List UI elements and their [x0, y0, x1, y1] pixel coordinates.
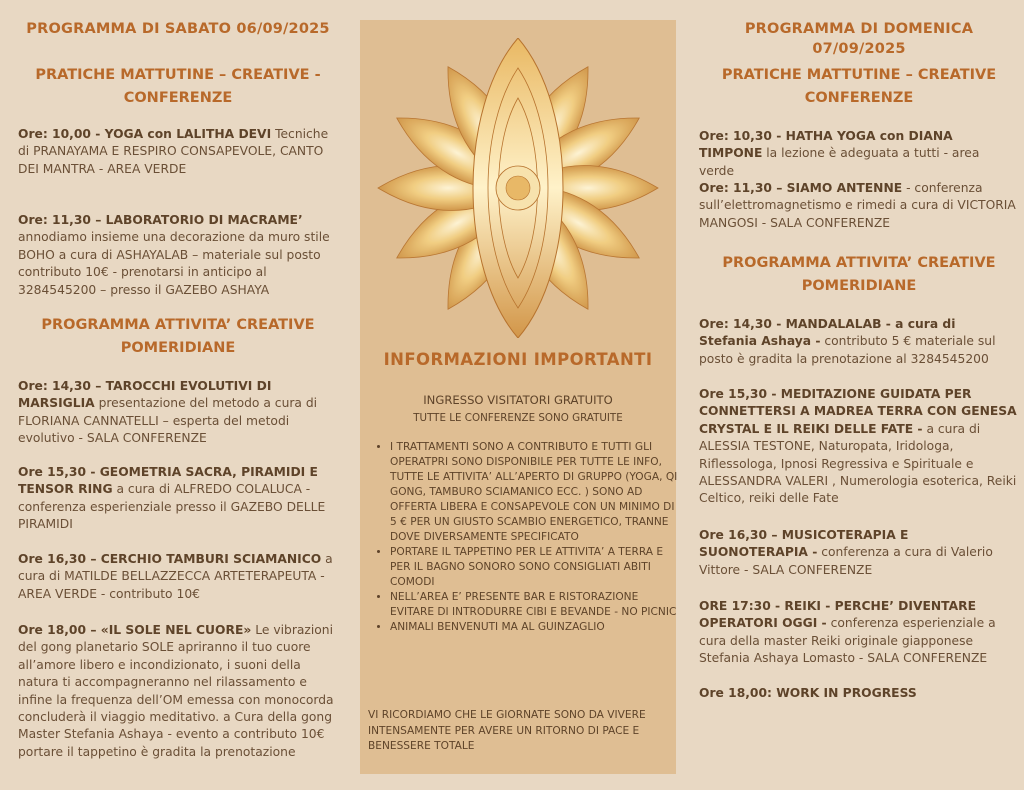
- entry-description: a cura di ALFREDO COLALUCA - conferenza esperienziale presso il GAZEBO DELLE PIRAMIDI: [18, 482, 326, 532]
- saturday-entry-sole-nel-cuore: [18, 622, 336, 761]
- info-line-free-entry: INGRESSO VISITATORI GRATUITO: [423, 393, 613, 407]
- entry-description: annodiamo insieme una decorazione da muro stile BOHO a cura di ASHAYALAB – materiale sul posto contributo 10€ - prenotarsi in anticipo al 3284545200 – presso il GAZEBO ASHAYA: [18, 230, 330, 297]
- saturday-entry-geometria: [18, 464, 334, 534]
- saturday-program-title: PROGRAMMA DI SABATO 06/09/2025: [26, 21, 330, 37]
- entry-time-title: Ore 15,30 - GEOMETRIA SACRA, PIRAMIDI E TENSOR RING: [18, 465, 318, 497]
- entry-time-title: Ore: 11,30 – LABORATORIO DI MACRAME’: [18, 213, 303, 227]
- entry-description: Le vibrazioni del gong planetario SOLE apriranno il tuo cuore all’amore libero e incondizionato, i suoni della natura ti accompagneranno nel rilassamento e infine la frequenza dell’OM emessa con monocorda concluderà il viaggio meditativo. a Cura della gong Master Stefania Ashaya - evento a contributo 10€ portare il tappetino è gradita la prenotazione: [18, 623, 334, 759]
- sunday-afternoon-heading: PROGRAMMA ATTIVITA’ CREATIVE POMERIDIANE: [722, 255, 996, 294]
- info-item: • I TRATTAMENTI SONO A CONTRIBUTO E TUTTI GLI OPERATPRI SONO DISPONIBILE PER TUTTE LE INFO, TUTTE LE ATTIVITA’ ALL’APERTO DI GRUPPO (YOGA, QI GONG, TAMBURO SCIAMANICO ECC. ) SONO AD OFFERTA LIBERA E CONSAPEVOLE CON UN MINIMO DI 5 € PER UN GIUSTO SCAMBIO ENERGETICO, TRANNE DOVE DIVERSAMENTE SPECIFICATO: [390, 440, 680, 545]
- entry-description: contributo 5 € materiale sul posto è gradita la prenotazione al 3284545200: [699, 334, 996, 366]
- entry-time-title: Ore: 11,30 – SIAMO ANTENNE: [699, 181, 903, 195]
- info-panel: [360, 20, 676, 774]
- sunday-entry-work-in-progress: [699, 685, 1017, 702]
- entry-time-title: Ore 18,00: WORK IN PROGRESS: [699, 686, 917, 700]
- entry-description: conferenza esperienziale a cura della master Reiki originale giapponese Stefania Ashaya Lomasto - SALA CONFERENZE: [699, 616, 996, 666]
- sunday-entry-antenne: [699, 180, 1017, 232]
- entry-time-title: Ore 15,30 - MEDITAZIONE GUIDATA PER CONNETTERSI A MADREA TERRA CON GENESA CRYSTAL E IL REIKI DELLE FATE -: [699, 387, 1017, 436]
- entry-description: presentazione del metodo a cura di FLORIANA CANNATELLI – esperta del metodi evolutivo - SALA CONFERENZE: [18, 396, 318, 446]
- entry-description: la lezione è adeguata a tutti - area verde: [699, 146, 980, 178]
- saturday-morning-heading: PRATICHE MATTUTINE – CREATIVE - CONFERENZE: [35, 67, 321, 106]
- sunday-entry-meditazione: [699, 386, 1019, 508]
- sunday-program-title: PROGRAMMA DI DOMENICA 07/09/2025: [744, 21, 974, 57]
- entry-description: a cura di ALESSIA TESTONE, Naturopata, Iridologa, Riflessologa, Ipnosi Regressiva e Spirituale e ALESSANDRA VALERI , Numerologia esoterica, Reiki Celtico, reiki delle Fate: [699, 421, 1017, 506]
- entry-time-title: Ore 16,30 – MUSICOTERAPIA E SUONOTERAPIA -: [699, 528, 909, 560]
- saturday-afternoon-heading: PROGRAMMA ATTIVITA’ CREATIVE POMERIDIANE: [41, 317, 315, 356]
- info-title: INFORMAZIONI IMPORTANTI: [383, 350, 653, 369]
- mandala-lotus-icon: [370, 38, 666, 338]
- entry-time-title: Ore 18,00 – «IL SOLE NEL CUORE»: [18, 623, 252, 637]
- entry-description: Tecniche di PRANAYAMA E RESPIRO CONSAPEVOLE, CANTO DEI MANTRA - AREA VERDE: [18, 127, 329, 176]
- entry-time-title: Ore: 14,30 – TAROCCHI EVOLUTIVI DI MARSIGLIA: [18, 379, 272, 411]
- entry-time-title: Ore: 14,30 - MANDALALAB - a cura di Stefania Ashaya -: [699, 317, 956, 349]
- info-list: [376, 440, 680, 635]
- entry-description: - conferenza sull’elettromagnetismo e rimedi a cura di VICTORIA MANGOSI - SALA CONFERENZE: [699, 181, 1016, 230]
- saturday-entry-tamburi: [18, 551, 338, 603]
- info-footer: VI RICORDIAMO CHE LE GIORNATE SONO DA VIVERE INTENSAMENTE PER AVERE UN RITORNO DI PACE E BENESSERE TOTALE: [368, 709, 646, 752]
- entry-description: a cura di MATILDE BELLAZZECCA ARTETERAPEUTA - AREA VERDE - contributo 10€: [18, 552, 333, 601]
- sunday-entry-reiki: [699, 598, 1017, 668]
- entry-time-title: Ore: 10,30 - HATHA YOGA con DIANA TIMPONE: [699, 129, 953, 161]
- info-item: • PORTARE IL TAPPETINO PER LE ATTIVITA’ A TERRA E PER IL BAGNO SONORO SONO CONSIGLIATI ABITI COMODI: [390, 545, 680, 590]
- entry-time-title: Ore 16,30 – CERCHIO TAMBURI SCIAMANICO: [18, 552, 322, 566]
- info-line-free-conferences: TUTTE LE CONFERENZE SONO GRATUITE: [413, 412, 623, 424]
- info-item: • NELL’AREA E’ PRESENTE BAR E RISTORAZIONE EVITARE DI INTRODURRE CIBI E BEVANDE - NO PICNIC: [390, 590, 680, 620]
- sunday-entry-musicoterapia: [699, 527, 1019, 579]
- entry-time-title: ORE 17:30 - REIKI - PERCHE’ DIVENTARE OPERATORI OGGI -: [699, 599, 976, 631]
- sunday-morning-heading: PRATICHE MATTUTINE – CREATIVE CONFERENZE: [721, 67, 997, 106]
- entry-time-title: Ore: 10,00 - YOGA con LALITHA DEVI: [18, 127, 272, 141]
- saturday-entry-macrame: [18, 212, 334, 299]
- entry-description: conferenza a cura di Valerio Vittore - SALA CONFERENZE: [699, 545, 993, 577]
- saturday-entry-tarocchi: [18, 378, 334, 448]
- saturday-entry-yoga: [18, 126, 330, 178]
- info-item: • ANIMALI BENVENUTI MA AL GUINZAGLIO: [390, 620, 680, 635]
- sunday-entry-hatha-yoga: [699, 128, 1017, 180]
- sunday-entry-mandalalab: [699, 316, 1017, 368]
